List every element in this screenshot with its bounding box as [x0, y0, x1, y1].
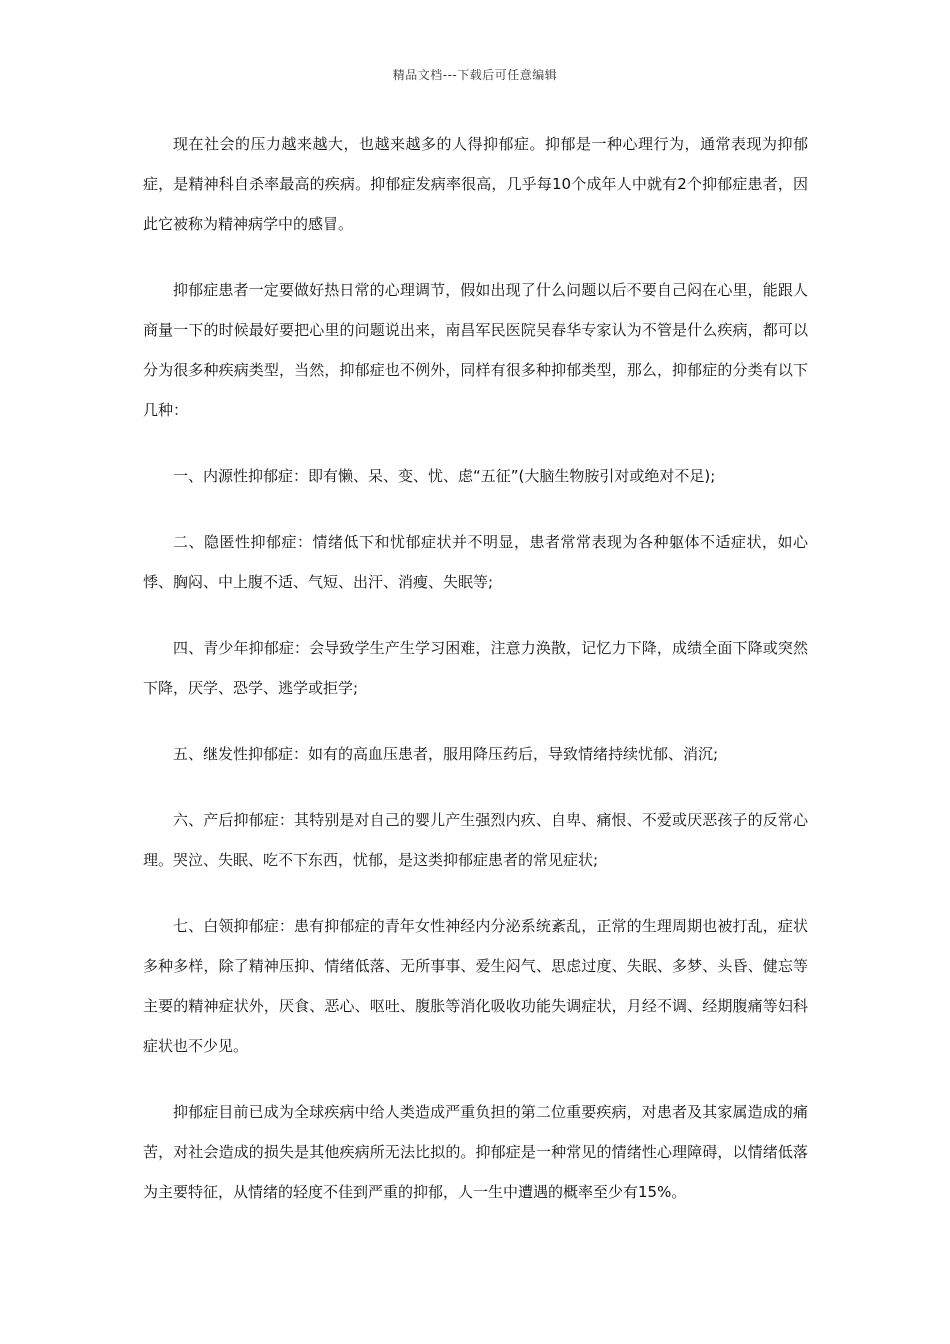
- paragraph-type-adolescent: 四、青少年抑郁症：会导致学生产生学习困难，注意力涣散，记忆力下降，成绩全面下降或突然下降，厌学、恐学、逃学或拒学;: [143, 639, 808, 697]
- paragraph-type-endogenous: 一、内源性抑郁症：即有懒、呆、变、忧、虑“五征”(大脑生物胺引对或绝对不足);: [173, 467, 716, 485]
- paragraph-intro: 现在社会的压力越来越大，也越来越多的人得抑郁症。抑郁是一种心理行为，通常表现为抑郁症，是精神科自杀率最高的疾病。抑郁症发病率很高，几乎每10个成年人中就有2个抑郁症患者，因此它被称为精神病学中的感冒。: [143, 135, 808, 233]
- paragraph-type-masked: 二、隐匿性抑郁症：情绪低下和忧郁症状并不明显，患者常常表现为各种躯体不适症状，如心悸、胸闷、中上腹不适、气短、出汗、消瘦、失眠等;: [143, 533, 808, 591]
- page-header: 精品文档---下载后可任意编辑: [392, 68, 558, 82]
- paragraph-type-secondary: 五、继发性抑郁症：如有的高血压患者，服用降压药后，导致情绪持续忧郁、消沉;: [173, 745, 719, 763]
- paragraph-type-postpartum: 六、产后抑郁症：其特别是对自己的婴儿产生强烈内疚、自卑、痛恨、不爱或厌恶孩子的反常心理。哭泣、失眠、吃不下东西，忧郁，是这类抑郁症患者的常见症状;: [143, 811, 808, 869]
- paragraph-self-adjustment: 抑郁症患者一定要做好热日常的心理调节，假如出现了什么问题以后不要自己闷在心里，能跟人商量一下的时候最好要把心里的问题说出来，南昌军民医院吴春华专家认为不管是什么疾病，都可以分为很多种疾病类型，当然，抑郁症也不例外，同样有很多种抑郁类型，那么，抑郁症的分类有以下几种：: [143, 281, 808, 419]
- paragraph-conclusion: 抑郁症目前已成为全球疾病中给人类造成严重负担的第二位重要疾病，对患者及其家属造成的痛苦，对社会造成的损失是其他疾病所无法比拟的。抑郁症是一种常见的情绪性心理障碍，以情绪低落为主要特征，从情绪的轻度不佳到严重的抑郁，人一生中遭遇的概率至少有15%。: [143, 1103, 808, 1201]
- paragraph-type-white-collar: 七、白领抑郁症：患有抑郁症的青年女性神经内分泌系统紊乱，正常的生理周期也被打乱，症状多种多样，除了精神压抑、情绪低落、无所事事、爱生闷气、思虑过度、失眠、多梦、头昏、健忘等主要的精神症状外，厌食、恶心、呕吐、腹胀等消化吸收功能失调症状，月经不调、经期腹痛等妇科症状也不少见。: [143, 917, 808, 1055]
- document-body: [143, 124, 808, 1238]
